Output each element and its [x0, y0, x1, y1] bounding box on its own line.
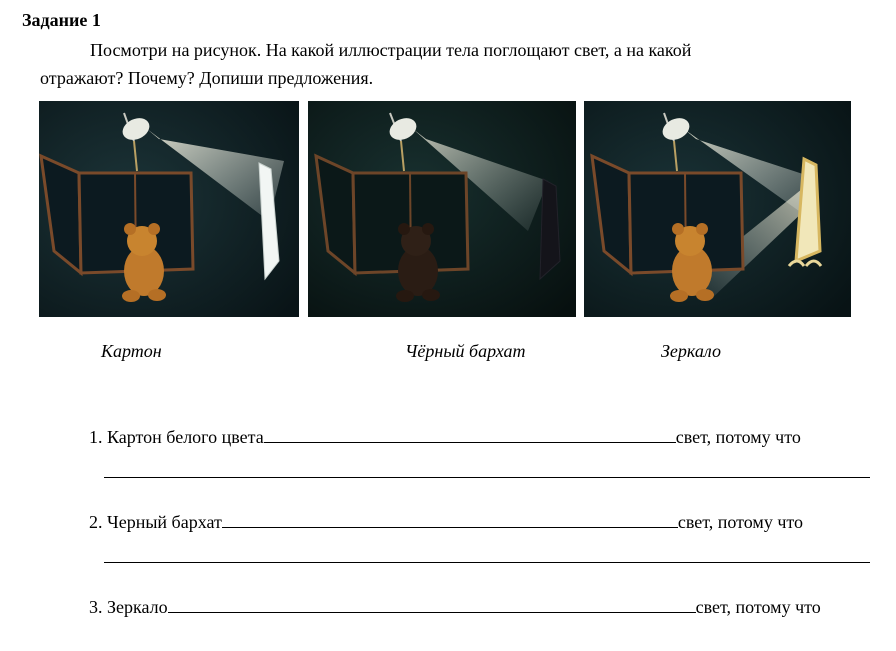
task-1-suffix: свет, потому что	[675, 427, 801, 447]
illustration-mirror	[584, 101, 851, 317]
task-2-suffix: свет, потому что	[677, 512, 803, 532]
task-1-answer-line[interactable]	[104, 477, 870, 478]
task-heading: Задание 1	[22, 10, 101, 30]
task-2-answer-line[interactable]	[104, 562, 870, 563]
illustration-black-velvet	[308, 101, 576, 317]
task-2-blank[interactable]	[222, 511, 678, 528]
task-1-prefix: 1. Картон белого цвета	[89, 427, 264, 447]
task-line-2	[89, 511, 803, 533]
illustration-cardboard	[39, 101, 299, 317]
task-line-1	[89, 426, 801, 448]
folding-screen-icon	[592, 156, 743, 273]
task-3-blank[interactable]	[168, 596, 696, 613]
caption-cardboard: Картон	[101, 341, 162, 361]
task-3-prefix: 3. Зеркало	[89, 597, 168, 617]
caption-black-velvet: Чёрный бархат	[405, 341, 526, 361]
task-instructions	[40, 36, 840, 92]
task-3-suffix: свет, потому что	[695, 597, 821, 617]
instructions-line-2: отражают? Почему? Допиши предложения.	[40, 68, 374, 88]
task-line-3	[89, 596, 821, 618]
task-1-blank[interactable]	[264, 426, 676, 443]
task-2-prefix: 2. Черный бархат	[89, 512, 222, 532]
instructions-line-1: Посмотри на рисунок. На какой иллюстрации тела поглощают свет, а на какой	[90, 40, 692, 60]
folding-screen-icon	[41, 156, 193, 273]
caption-mirror: Зеркало	[661, 341, 721, 361]
folding-screen-icon	[316, 156, 468, 273]
